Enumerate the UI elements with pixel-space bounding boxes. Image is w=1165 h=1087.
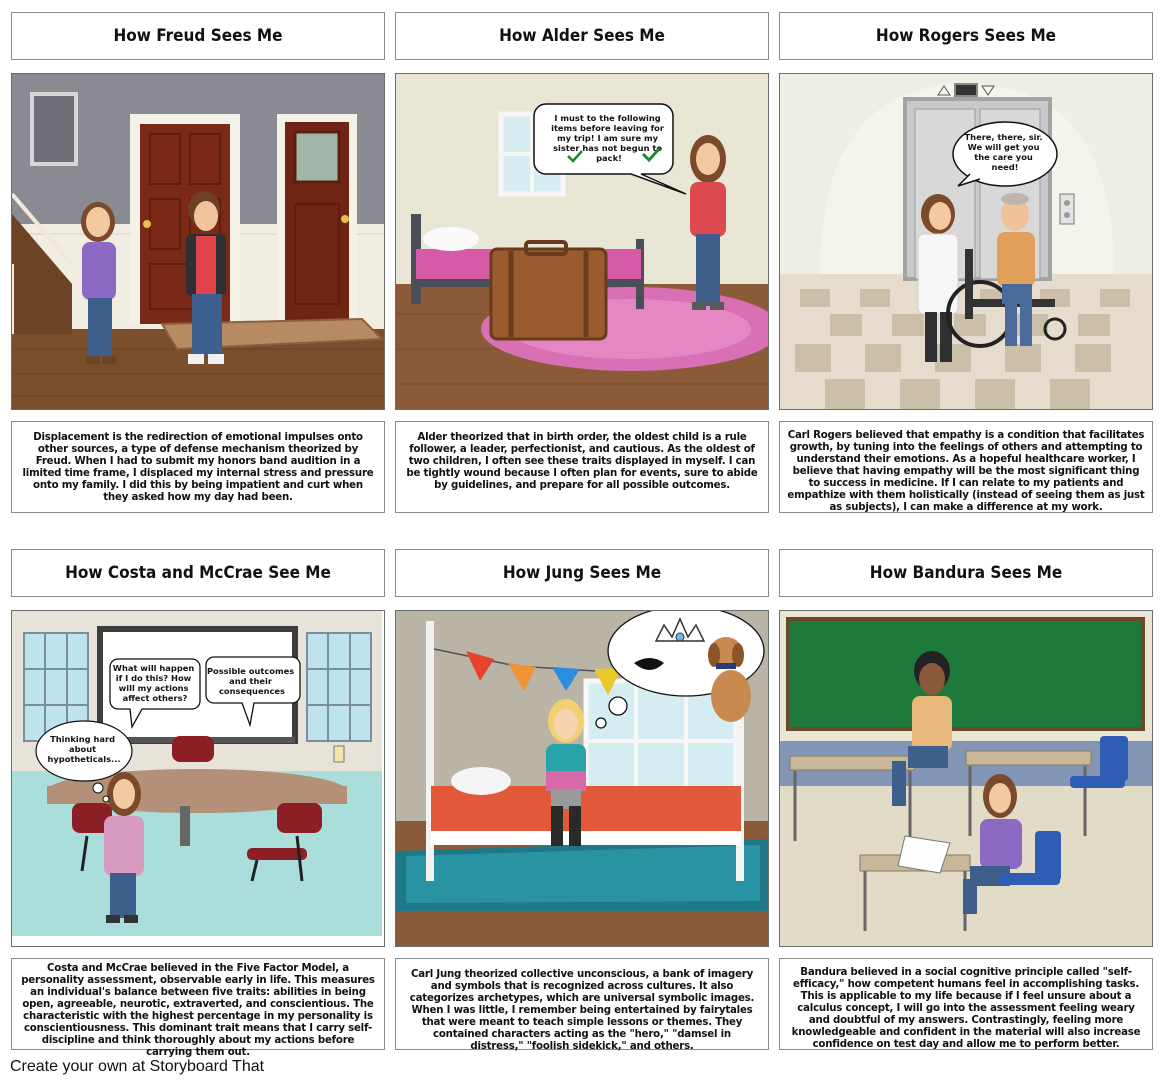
thought-line: about bbox=[68, 744, 97, 754]
panel-caption-bandura: Bandura believed in a social cognitive principle called "self-efficacy," how competent humans feel in accomplishing tasks. This is applicable to my life because if I feel unsure about a calculus concept, I will go into the assessment feeling weary and doubtful of my answers. Contrastingly, feeling more knowledgeable and confident in the material will also increase confidence on test day and allow me to perform better. bbox=[779, 958, 1153, 1050]
scene-bandura-classroom bbox=[779, 610, 1153, 947]
footer-watermark[interactable]: Create your own at Storyboard That bbox=[10, 1058, 265, 1075]
bubble-line: I must to the following bbox=[554, 113, 661, 123]
bubble-line: sister has not begun to bbox=[553, 143, 663, 153]
scene-rogers-hospital bbox=[779, 73, 1153, 410]
panel-title-freud: How Freud Sees Me bbox=[11, 12, 385, 60]
panel-title-costa-mccrae: How Costa and McCrae See Me bbox=[11, 549, 385, 597]
bubble-line: my trip! I am sure my bbox=[557, 133, 659, 143]
bubble-line: Possible outcomes bbox=[206, 666, 295, 676]
panel-title-rogers: How Rogers Sees Me bbox=[779, 12, 1153, 60]
bubble-line: pack! bbox=[596, 153, 622, 163]
scene-alder-bedroom bbox=[395, 73, 769, 410]
bubble-line: the care you bbox=[974, 152, 1033, 162]
thought-line: Thinking hard bbox=[50, 734, 116, 744]
bubble-line: What will happen bbox=[112, 663, 195, 673]
scene-jung-bedroom bbox=[395, 610, 769, 947]
panel-caption-jung: Carl Jung theorized collective unconscious, a bank of imagery and symbols that is recognized across cultures. It also categorizes archetypes, which are universal symbolic images. When I was little, I remember being entertained by fairytales that were meant to teach simple lessons or themes. They contained characters acting as the "hero," "damsel in distress," "foolish sidekick," and others. bbox=[395, 958, 769, 1050]
bubble-line: will my actions bbox=[118, 683, 189, 693]
bubble-line: We will get you bbox=[967, 142, 1040, 152]
panel-caption-costa-mccrae: Costa and McCrae believed in the Five Factor Model, a personality assessment, observable early in life. This measures an individual's balance between five traits: abilities in being open, agreeable, neurotic, extraverted, and conscientious. The characteristic with the highest percentage in my personality is conscientiousness. This dominant trait means that I carry self-discipline and think thoroughly about my actions before carrying them out. bbox=[11, 958, 385, 1050]
panel-caption-alder: Alder theorized that in birth order, the oldest child is a rule follower, a leader, perfectionist, and cautious. As the oldest of two children, I often see these traits displayed in myself. I can be tightly wound because I often plan for events, sure to abide by guidelines, and prepare for all possible outcomes. bbox=[395, 421, 769, 513]
panel-title-bandura: How Bandura Sees Me bbox=[779, 549, 1153, 597]
panel-caption-freud: Displacement is the redirection of emotional impulses onto other sources, a type of defense mechanism theorized by Freud. When I had to submit my honors band audition in a limited time frame, I displaced my internal stress and pressure onto my family. I did this by being impatient and curt when they asked how my day had been. bbox=[11, 421, 385, 513]
scene-costa-mccrae-classroom bbox=[11, 610, 385, 947]
svg-text:What will happen if I do t bbox=[113, 663, 197, 703]
scene-freud-hallway bbox=[11, 73, 385, 410]
bubble-line: and their bbox=[229, 676, 272, 686]
bubble-line: There, there, sir. bbox=[964, 132, 1043, 142]
panel-title-alder: How Alder Sees Me bbox=[395, 12, 769, 60]
thought-line: hypotheticals... bbox=[47, 754, 121, 764]
bubble-line: need! bbox=[991, 162, 1019, 172]
panel-caption-rogers: Carl Rogers believed that empathy is a condition that facilitates growth, by tuning into the feelings of others and attempting to understand their emotions. As a hopeful healthcare worker, I believe that having empathy will be the most significant thing to success in medicine. If I can relate to my patients and empathize with them holistically (instead of seeing them as just as subjects), I can make a difference at my work. bbox=[779, 421, 1153, 513]
bubble-line: affect others? bbox=[122, 693, 188, 703]
bubble-line: if I do this? How bbox=[115, 673, 192, 683]
panel-title-jung: How Jung Sees Me bbox=[395, 549, 769, 597]
bubble-line: consequences bbox=[219, 686, 285, 696]
bubble-line: items before leaving for bbox=[551, 123, 664, 133]
